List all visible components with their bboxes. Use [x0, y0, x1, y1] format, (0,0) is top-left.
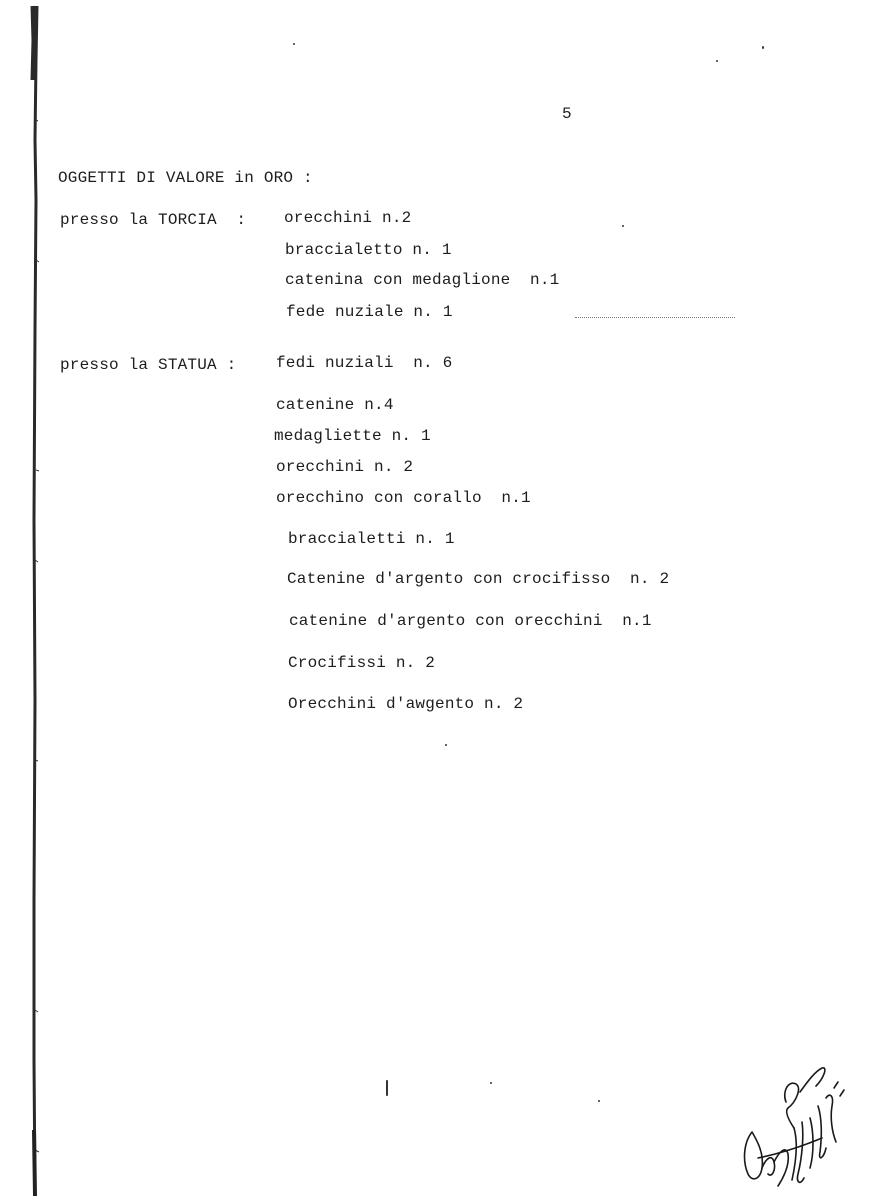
section-label-statua: presso la STATUA :: [60, 356, 237, 374]
page-number: 5: [562, 105, 572, 123]
heading: OGGETTI DI VALORE in ORO :: [58, 169, 313, 187]
list-item: orecchino con corallo n.1: [276, 489, 531, 507]
scan-speck: [622, 225, 624, 227]
list-item: catenina con medaglione n.1: [285, 271, 560, 289]
scan-speck: [716, 60, 718, 62]
scan-speck: [386, 1080, 388, 1096]
binding-edge: [30, 0, 44, 1200]
handwritten-signature-icon: [738, 1062, 850, 1190]
list-item: Orecchini d'awgento n. 2: [288, 695, 524, 713]
scan-speck: [490, 1082, 492, 1084]
list-item: catenine n.4: [276, 396, 394, 414]
scan-speck: [293, 43, 295, 45]
section-label-torcia: presso la TORCIA :: [60, 211, 247, 229]
scan-dotted-line: [575, 317, 735, 318]
list-item: Crocifissi n. 2: [288, 654, 436, 672]
list-item: braccialetto n. 1: [285, 241, 452, 259]
list-item: orecchini n. 2: [276, 458, 414, 476]
list-item: fede nuziale n. 1: [286, 303, 453, 321]
list-item: braccialetti n. 1: [288, 530, 455, 548]
scan-speck: [598, 1100, 600, 1102]
scan-speck: [762, 46, 764, 49]
list-item: fedi nuziali n. 6: [276, 354, 453, 372]
scan-speck: [445, 744, 447, 746]
list-item: Catenine d'argento con crocifisso n. 2: [287, 570, 670, 588]
list-item: medagliette n. 1: [274, 427, 431, 445]
list-item: catenine d'argento con orecchini n.1: [289, 612, 652, 630]
list-item: orecchini n.2: [284, 209, 412, 227]
